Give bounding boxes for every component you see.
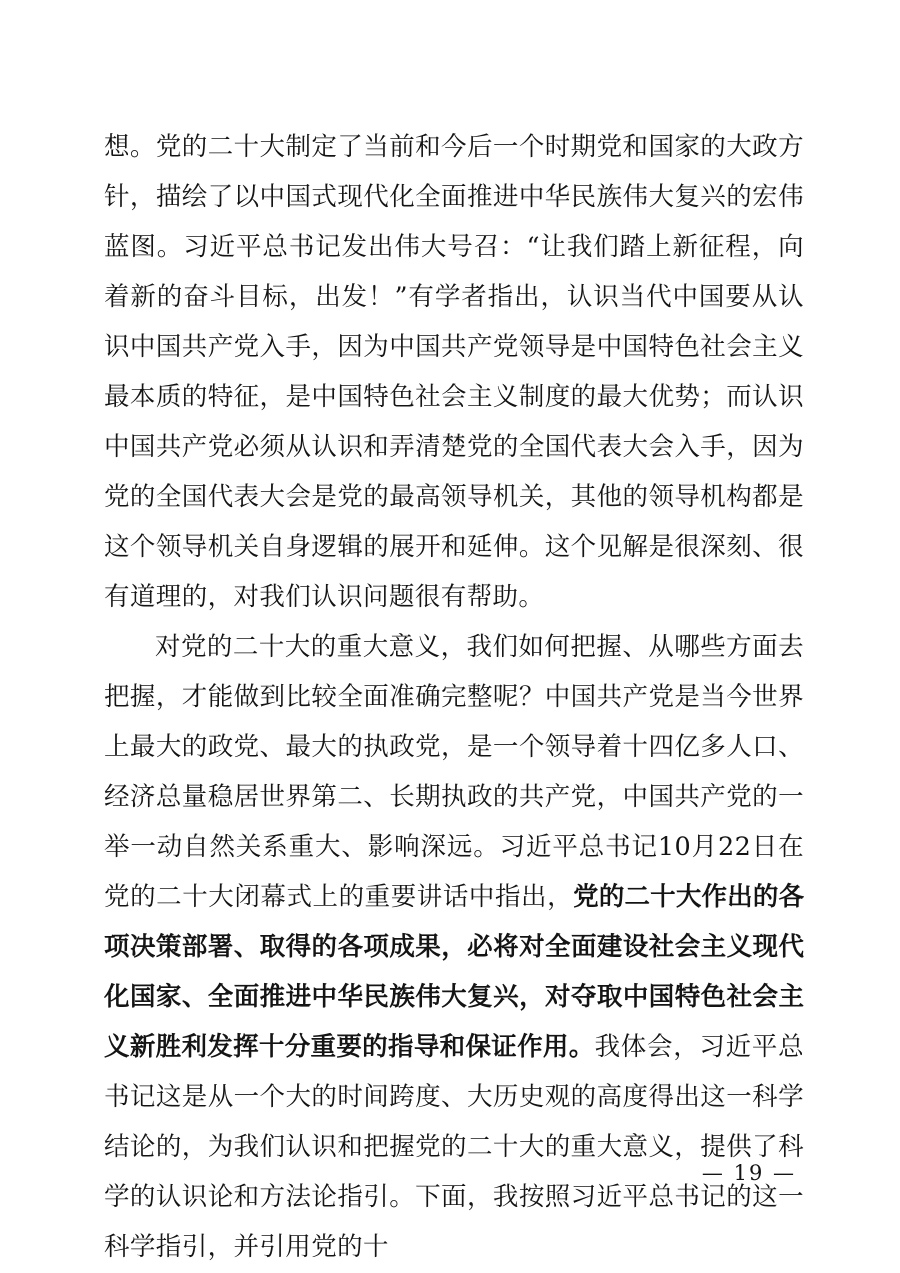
paragraph-1 bbox=[104, 122, 804, 622]
text-run: 我体会，习近平总书记这是从一个大的时间跨度、大历史观的高度得出这一科学结论的，为我们认识和把握党的二十大的重大意义，提供了科学的认识论和方法论指引。下面，我按照习近平总书记的这一科学指引，并引用党的十 bbox=[104, 1032, 804, 1262]
paragraph-2 bbox=[104, 622, 804, 1272]
text-run: 对党的二十大的重大意义，我们如何把握、从哪些方面去把握，才能做到比较全面准确完整呢？中国共产党是当今世界上最大的政党、最大的执政党，是一个领导着十四亿多人口、经济总量稳居世界第二、长期执政的共产党，中国共产党的一举一动自然关系重大、影响深远。习近平总书记10月22日在党的二十大闭幕式上的重要讲话中指出， bbox=[104, 632, 804, 912]
text-run-emphasis: 党的二十大作出的各项决策部署、取得的各项成果，必将对全面建设社会主义现代化国家、全面推进中华民族伟大复兴，对夺取中国特色社会主义新胜利发挥十分重要的指导和保证作用。 bbox=[104, 882, 804, 1062]
text-run: 想。党的二十大制定了当前和今后一个时期党和国家的大政方针，描绘了以中国式现代化全面推进中华民族伟大复兴的宏伟蓝图。习近平总书记发出伟大号召：“让我们踏上新征程，向着新的奋斗目标，出发！”有学者指出，认识当代中国要从认识中国共产党入手，因为中国共产党领导是中国特色社会主义最本质的特征，是中国特色社会主义制度的最大优势；而认识中国共产党必须从认识和弄清楚党的全国代表大会入手，因为党的全国代表大会是党的最高领导机关，其他的领导机构都是这个领导机关自身逻辑的展开和延伸。这个见解是很深刻、很有道理的，对我们认识问题很有帮助。 bbox=[104, 132, 804, 612]
body-text-column bbox=[104, 122, 804, 1272]
page-number: — 19 — bbox=[701, 1161, 796, 1185]
